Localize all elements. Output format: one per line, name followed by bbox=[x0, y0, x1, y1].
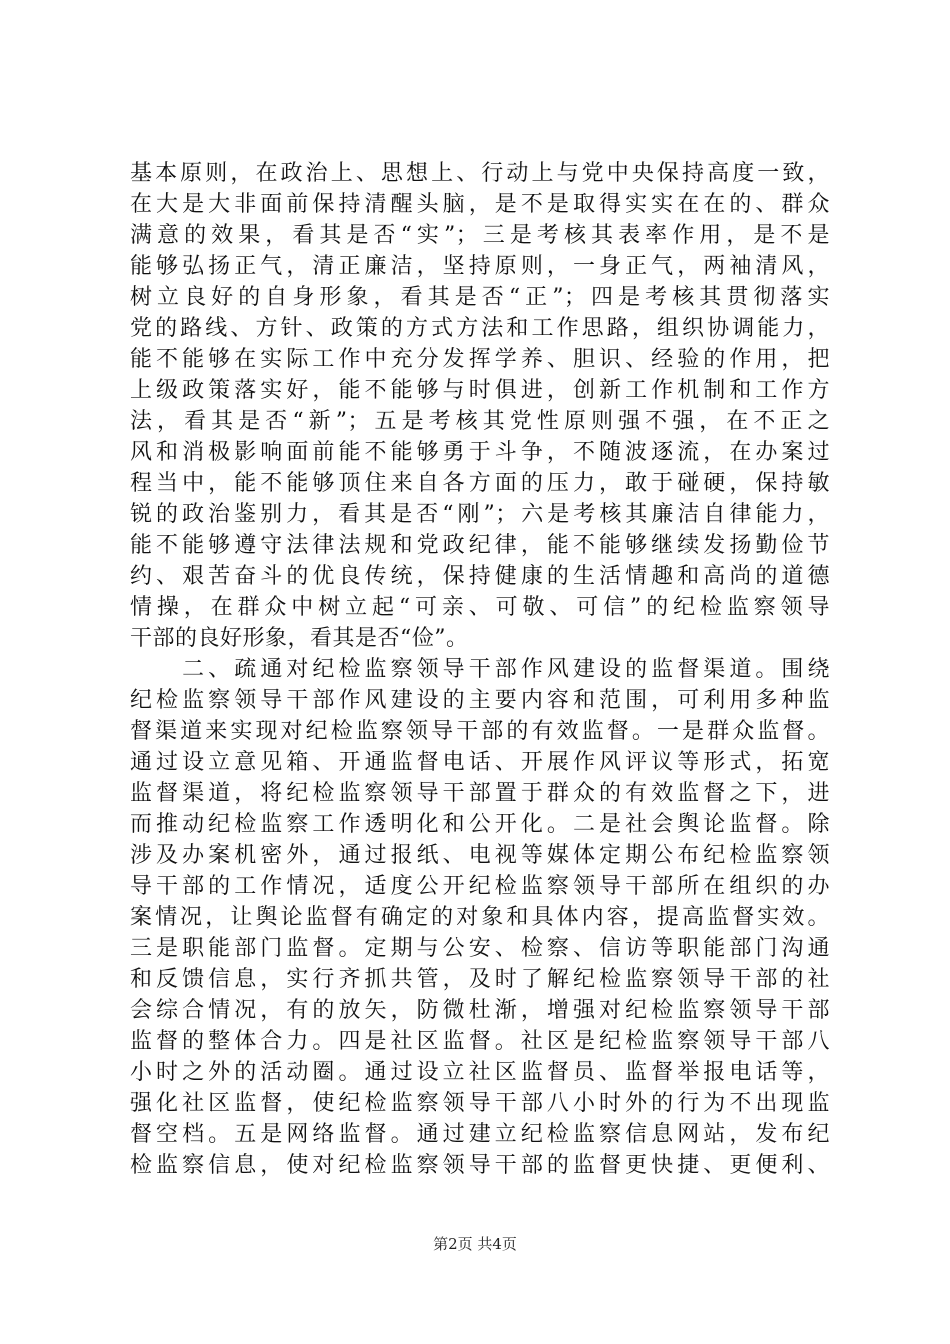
text-line: 满意的效果，看其是否“实”；三是考核其表率作用，是不是 bbox=[130, 223, 830, 248]
text-line: 上级政策落实好，能不能够与时俱进，创新工作机制和工作方 bbox=[130, 378, 830, 403]
text-line: 强化社区监督，使纪检监察领导干部八小时外的行为不出现监 bbox=[130, 1091, 830, 1116]
text-line: 能够弘扬正气，清正廉洁，坚持原则，一身正气，两袖清风， bbox=[130, 254, 830, 279]
text-line: 约、艰苦奋斗的优良传统，保持健康的生活情趣和高尚的道德 bbox=[130, 564, 830, 589]
text-line: 涉及办案机密外，通过报纸、电视等媒体定期公布纪检监察领 bbox=[130, 843, 830, 868]
text-line: 程当中，能不能够顶住来自各方面的压力，敢于碰硬，保持敏 bbox=[130, 471, 830, 496]
text-line: 案情况，让舆论监督有确定的对象和具体内容，提高监督实效。 bbox=[130, 905, 830, 930]
text-line: 通过设立意见箱、开通监督电话、开展作风评议等形式，拓宽 bbox=[130, 750, 830, 775]
text-line: 党的路线、方针、政策的方式方法和工作思路，组织协调能力， bbox=[130, 316, 830, 341]
text-line: 纪检监察领导干部作风建设的主要内容和范围，可利用多种监 bbox=[130, 688, 830, 713]
text-line: 督渠道来实现对纪检监察领导干部的有效监督。一是群众监督。 bbox=[130, 719, 830, 744]
text-line: 风和消极影响面前能不能够勇于斗争，不随波逐流，在办案过 bbox=[130, 440, 830, 465]
text-line: 导干部的工作情况，适度公开纪检监察领导干部所在组织的办 bbox=[130, 874, 830, 899]
text-line: 能不能够遵守法律法规和党政纪律，能不能够继续发扬勤俭节 bbox=[130, 533, 830, 558]
text-line: 检监察信息，使对纪检监察领导干部的监督更快捷、更便利、 bbox=[130, 1153, 830, 1178]
text-line: 监督渠道，将纪检监察领导干部置于群众的有效监督之下，进 bbox=[130, 781, 830, 806]
text-line: 锐的政治鉴别力，看其是否“刚”；六是考核其廉洁自律能力， bbox=[130, 502, 830, 527]
body-text bbox=[130, 158, 830, 1181]
text-line: 督空档。五是网络监督。通过建立纪检监察信息网站，发布纪 bbox=[130, 1122, 830, 1147]
text-line: 小时之外的活动圈。通过设立社区监督员、监督举报电话等， bbox=[130, 1060, 830, 1085]
page-number-footer: 第2页 共4页 bbox=[433, 1235, 517, 1253]
text-line: 而推动纪检监察工作透明化和公开化。二是社会舆论监督。除 bbox=[130, 812, 830, 837]
text-line: 能不能够在实际工作中充分发挥学养、胆识、经验的作用，把 bbox=[130, 347, 830, 372]
text-line: 会综合情况，有的放矢，防微杜渐，增强对纪检监察领导干部 bbox=[130, 998, 830, 1023]
text-line: 情操，在群众中树立起“可亲、可敬、可信”的纪检监察领导 bbox=[130, 595, 830, 620]
text-line: 和反馈信息，实行齐抓共管，及时了解纪检监察领导干部的社 bbox=[130, 967, 830, 992]
text-line: 监督的整体合力。四是社区监督。社区是纪检监察领导干部八 bbox=[130, 1029, 830, 1054]
text-line-paragraph-end: 干部的良好形象，看其是否“俭”。 bbox=[130, 626, 469, 651]
text-line: 在大是大非面前保持清醒头脑，是不是取得实实在在的、群众 bbox=[130, 192, 830, 217]
text-line: 基本原则，在政治上、思想上、行动上与党中央保持高度一致， bbox=[130, 161, 830, 186]
text-line: 三是职能部门监督。定期与公安、检察、信访等职能部门沟通 bbox=[130, 936, 830, 961]
text-line: 法，看其是否“新”；五是考核其党性原则强不强，在不正之 bbox=[130, 409, 830, 434]
paragraph-heading-line: 二、疏通对纪检监察领导干部作风建设的监督渠道。围绕 bbox=[130, 657, 830, 682]
text-line: 树立良好的自身形象，看其是否“正”；四是考核其贯彻落实 bbox=[130, 285, 830, 310]
